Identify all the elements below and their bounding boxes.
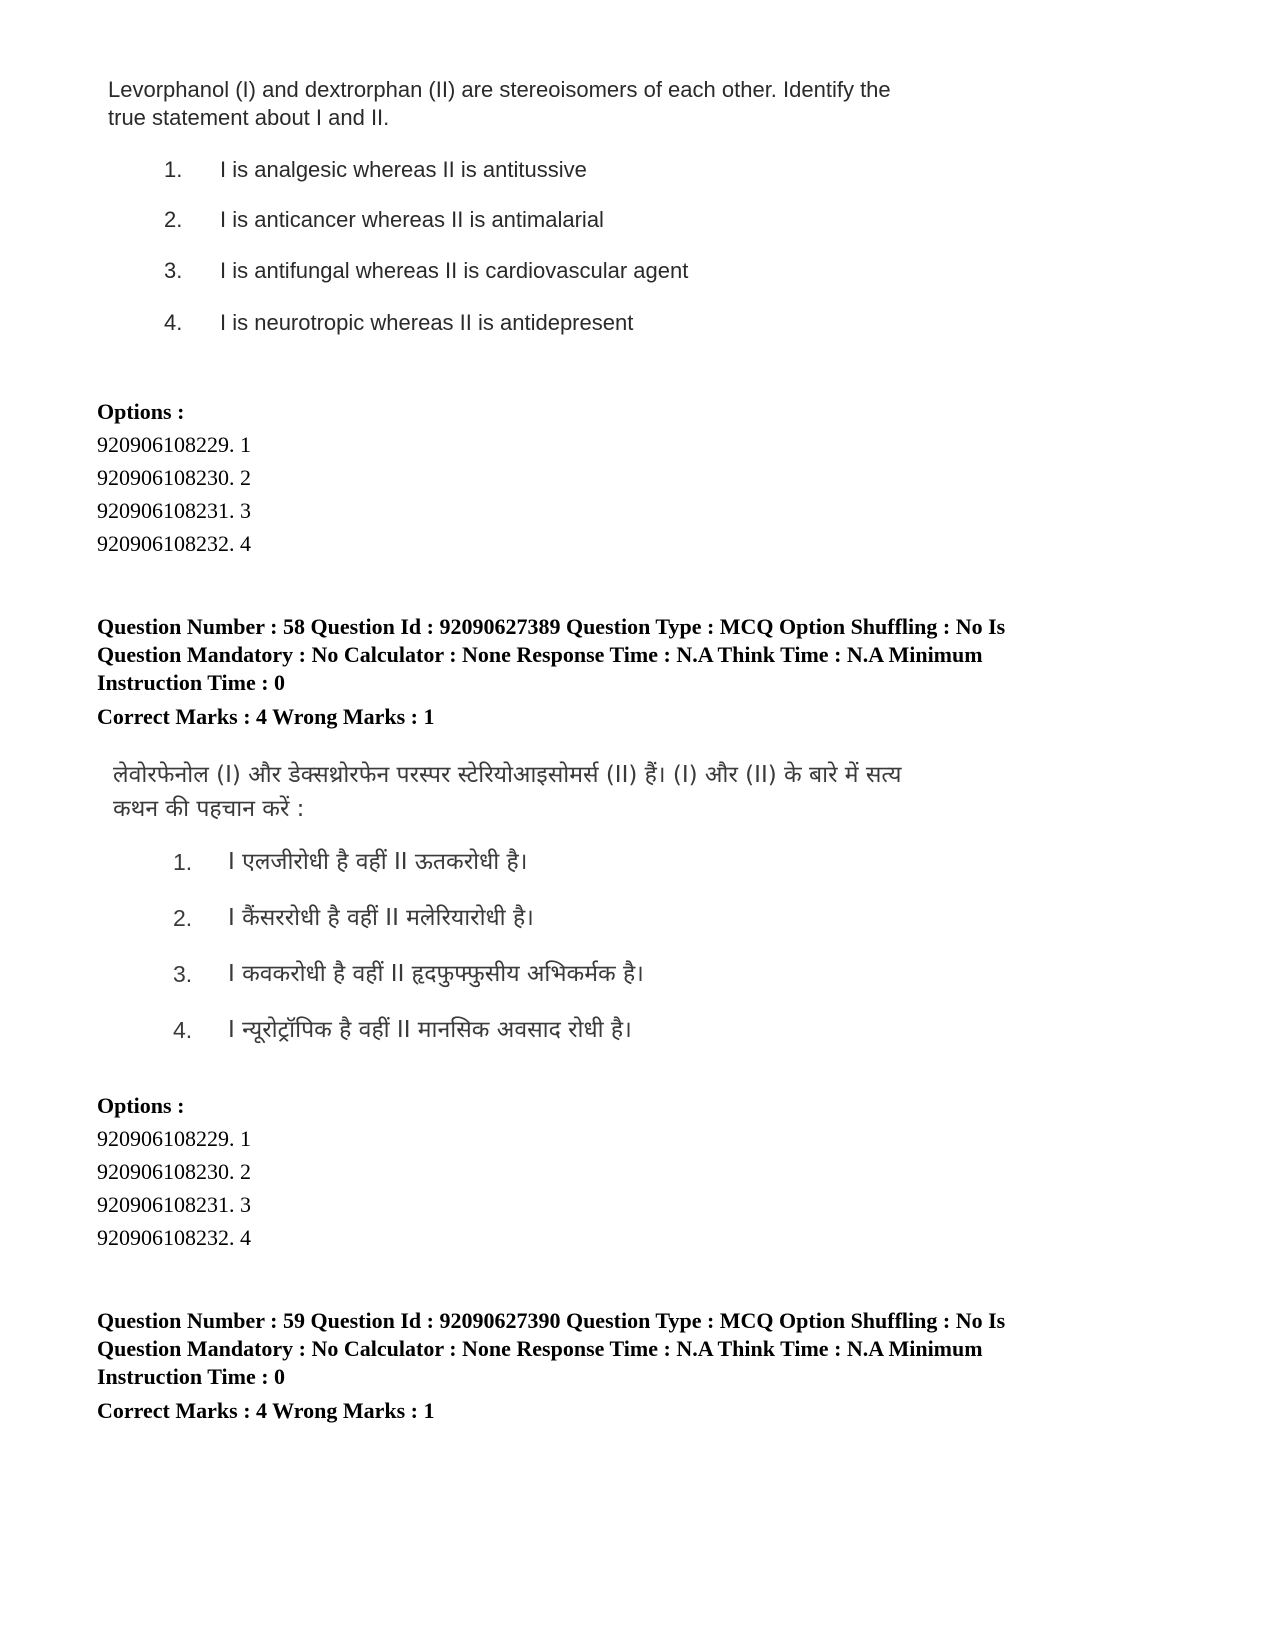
question-header-line: Question Number : 58 Question Id : 92090627389 Question Type : MCQ Option Shuffling : No Is xyxy=(97,614,1006,639)
choice-number: 2. xyxy=(173,905,193,931)
choice-number: 1. xyxy=(164,157,183,182)
stem-line: लेवोरफेनोल (I) और डेक्सथ्रोरफेन परस्पर स्टेरियोआइसोमर्स (II) हैं। (I) और (II) के बारे में सत्य xyxy=(113,762,902,788)
question-header-line: Instruction Time : 0 xyxy=(97,670,286,695)
option-row: 920906108230. 2 xyxy=(97,1159,251,1184)
choice-text: I is neurotropic whereas II is antidepresent xyxy=(220,310,634,335)
choice-number: 4. xyxy=(173,1017,193,1043)
question-57-image xyxy=(108,76,1008,356)
choice-text: I is analgesic whereas II is antitussive xyxy=(220,157,587,182)
choice-number: 2. xyxy=(164,207,183,232)
question-header-line: Question Mandatory : No Calculator : None Response Time : N.A Think Time : N.A Minimum xyxy=(97,1336,983,1361)
question-header-line: Question Mandatory : No Calculator : None Response Time : N.A Think Time : N.A Minimum xyxy=(97,642,983,667)
question-stem xyxy=(108,76,1008,132)
choice-text: I कवकरोधी है वहीं II हृदफुफ्फुसीय अभिकर्मक है। xyxy=(228,961,644,987)
question-stem xyxy=(113,758,1013,826)
option-row: 920906108230. 2 xyxy=(97,465,251,490)
stem-line: कथन की पहचान करें : xyxy=(113,796,305,822)
choice-text: I एलजीरोधी है वहीं II ऊतकरोधी है। xyxy=(228,849,528,875)
question-header-line: Question Number : 59 Question Id : 92090627390 Question Type : MCQ Option Shuffling : No Is xyxy=(97,1308,1006,1333)
option-row: 920906108231. 3 xyxy=(97,1192,251,1217)
choice-text: I is antifungal whereas II is cardiovascular agent xyxy=(220,258,689,283)
options-list xyxy=(97,431,497,561)
options-list xyxy=(97,1125,497,1255)
choice-number: 4. xyxy=(164,310,183,335)
question-header-line: Instruction Time : 0 xyxy=(97,1364,286,1389)
option-row: 920906108232. 4 xyxy=(97,1225,251,1250)
stem-line: Levorphanol (I) and dextrorphan (II) are stereoisomers of each other. Identify the xyxy=(108,77,891,102)
question-58-image xyxy=(113,758,1013,1058)
marks-line: Correct Marks : 4 Wrong Marks : 1 xyxy=(97,1398,435,1423)
option-row: 920906108231. 3 xyxy=(97,498,251,523)
option-row: 920906108229. 1 xyxy=(97,432,251,457)
choice-number: 3. xyxy=(173,961,193,987)
choice-text: I न्यूरोट्रॉपिक है वहीं II मानसिक अवसाद रोधी है। xyxy=(228,1017,632,1043)
choice-number: 3. xyxy=(164,258,183,283)
option-row: 920906108229. 1 xyxy=(97,1126,251,1151)
options-label: Options : xyxy=(97,1093,185,1118)
option-row: 920906108232. 4 xyxy=(97,531,251,556)
stem-line: true statement about I and II. xyxy=(108,105,390,130)
choice-text: I कैंसररोधी है वहीं II मलेरियारोधी है। xyxy=(228,905,534,931)
marks-line: Correct Marks : 4 Wrong Marks : 1 xyxy=(97,704,435,729)
options-label: Options : xyxy=(97,399,185,424)
choice-number: 1. xyxy=(173,849,193,875)
choice-text: I is anticancer whereas II is antimalarial xyxy=(220,207,604,232)
